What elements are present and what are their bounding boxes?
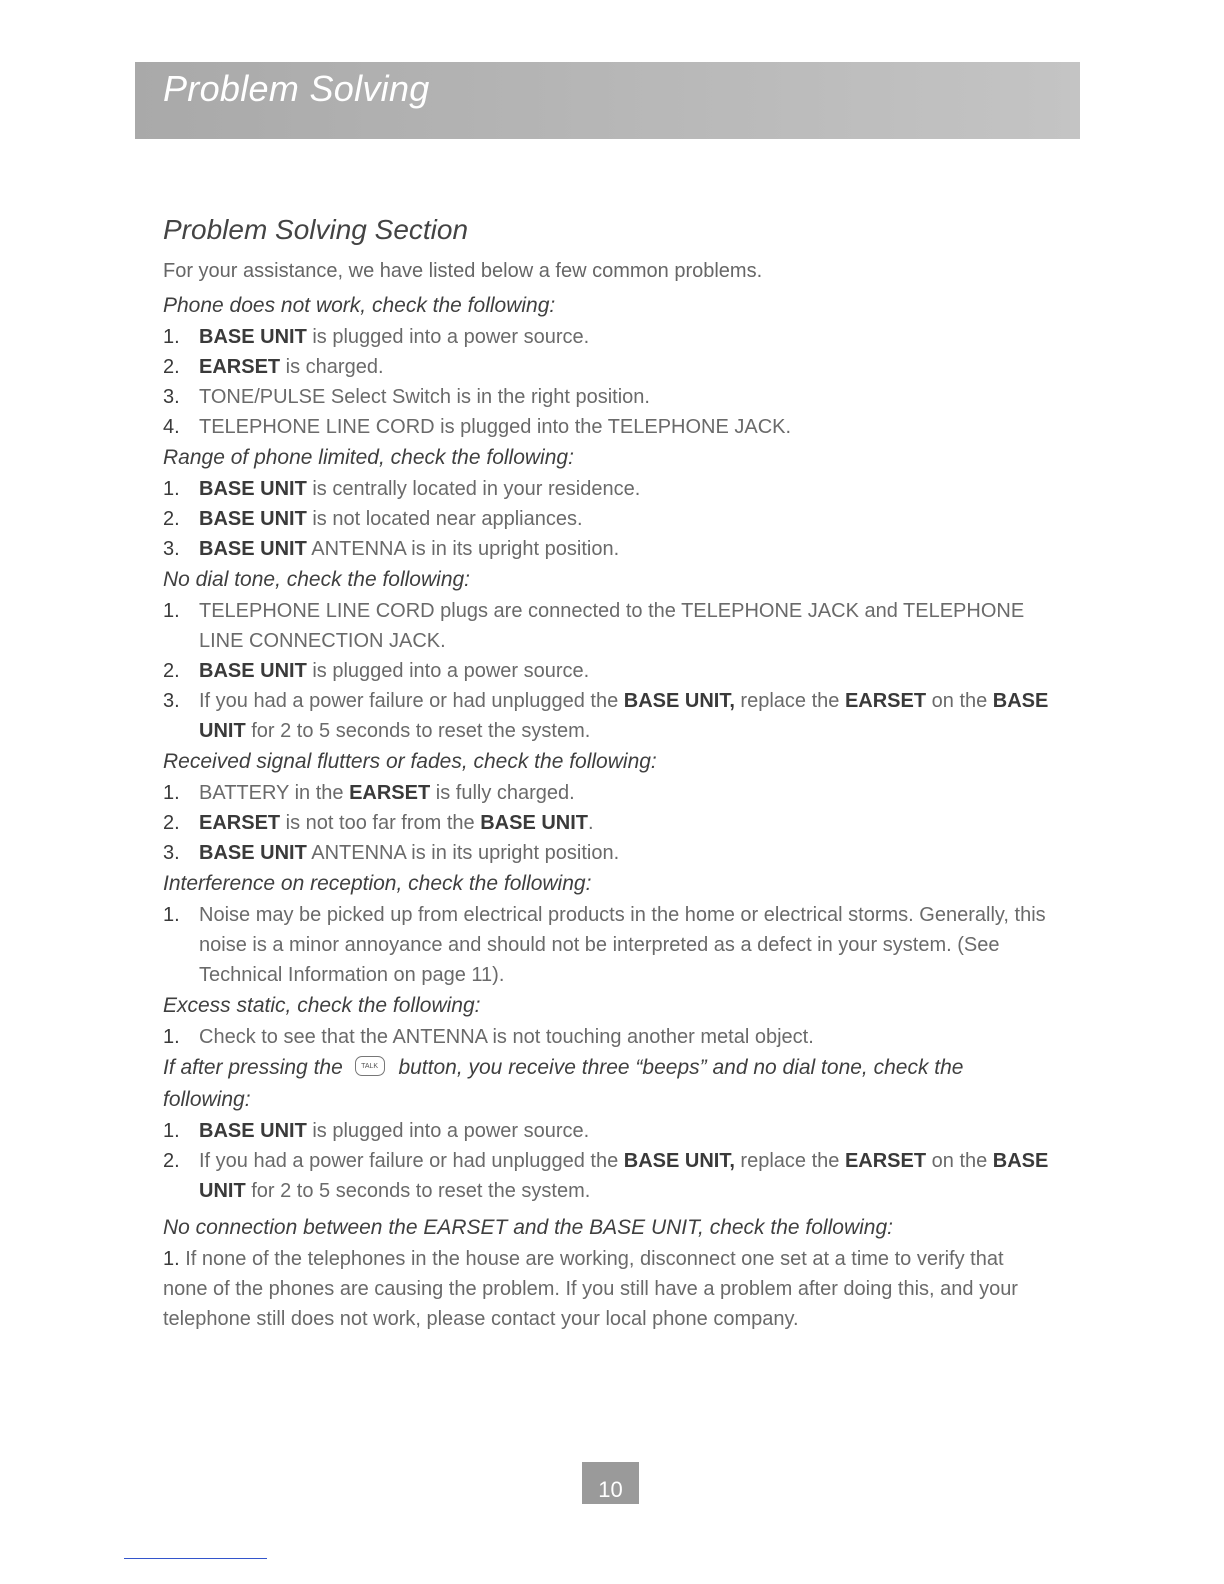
bold-term: BASE UNIT, <box>623 1150 735 1172</box>
main-content <box>163 210 1053 1334</box>
list-item <box>163 352 1053 382</box>
group-heading: Interference on reception, check the following: <box>163 872 592 895</box>
list-number: 2. <box>163 660 180 682</box>
list-text: replace the <box>734 1150 845 1172</box>
list-number: 3. <box>163 690 180 712</box>
list-text: ANTENNA is in its upright position. <box>306 842 620 864</box>
list-item <box>163 534 1053 564</box>
talk-group <box>163 1052 1053 1206</box>
section-title: Problem Solving Section <box>163 214 469 245</box>
problem-group <box>163 868 1053 990</box>
list-item <box>163 1116 1053 1146</box>
group-heading: No dial tone, check the following: <box>163 568 471 591</box>
list-text: TELEPHONE LINE CORD is plugged into the TELEPHONE JACK. <box>199 416 792 438</box>
last-group <box>163 1212 1053 1334</box>
list-item <box>163 596 1053 656</box>
list-text: is not too far from the <box>280 812 481 834</box>
list-number: 3. <box>163 842 180 864</box>
bold-term: BASE UNIT <box>199 660 307 682</box>
list-text: is plugged into a power source. <box>306 1120 590 1142</box>
group-heading: Phone does not work, check the following: <box>163 294 556 317</box>
list-text: is plugged into a power source. <box>306 660 590 682</box>
list-number: 1. <box>163 600 180 622</box>
list-number: 4. <box>163 416 180 438</box>
group-list <box>163 474 1053 564</box>
bold-term: BASE UNIT <box>199 478 307 500</box>
list-text: Check to see that the ANTENNA is not touching another metal object. <box>199 1026 814 1048</box>
list-text: for 2 to 5 seconds to reset the system. <box>245 720 591 742</box>
last-group-heading: No connection between the EARSET and the BASE UNIT, check the following: <box>163 1216 893 1239</box>
list-item <box>163 504 1053 534</box>
header-bar <box>135 62 1080 139</box>
list-number: 1. <box>163 1120 180 1142</box>
problem-group <box>163 564 1053 746</box>
list-item <box>163 1022 1053 1052</box>
list-text: is not located near appliances. <box>306 508 583 530</box>
list-text: is fully charged. <box>430 782 575 804</box>
list-text: is plugged into a power source. <box>306 326 590 348</box>
bold-term: BASE UNIT <box>199 690 1049 742</box>
page-title: Problem Solving <box>163 68 430 109</box>
list-text: BATTERY in the <box>199 782 350 804</box>
list-text: on the <box>926 690 993 712</box>
page-number: 10 <box>582 1462 639 1504</box>
list-item <box>163 808 1053 838</box>
group-heading: Excess static, check the following: <box>163 994 481 1017</box>
list-number: 2. <box>163 1150 180 1172</box>
list-text: TONE/PULSE Select Switch is in the right position. <box>199 386 650 408</box>
list-item <box>163 778 1053 808</box>
list-text: is centrally located in your residence. <box>306 478 641 500</box>
bold-term: BASE UNIT <box>199 326 307 348</box>
bold-term: EARSET <box>844 690 927 712</box>
talk-group-list <box>163 1116 1053 1206</box>
problem-group <box>163 746 1053 868</box>
bold-term: BASE UNIT <box>199 538 307 560</box>
bold-term: EARSET <box>199 356 281 378</box>
list-item <box>163 900 1053 990</box>
list-number: 2. <box>163 356 180 378</box>
list-item <box>163 412 1053 442</box>
list-text: If none of the telephones in the house are working, disconnect one set at a time to verify that none of the phones are causing the problem. If you still have a problem after doing this, and your telephone still does not work, please contact your local phone company. <box>163 1248 1018 1330</box>
group-list <box>163 322 1053 442</box>
intro-text: For your assistance, we have listed below a few common problems. <box>163 260 763 282</box>
list-text: is charged. <box>280 356 384 378</box>
list-text: Noise may be picked up from electrical products in the home or electrical storms. Generally, this noise is a minor annoyance and should not be interpreted as a defect in your system. (See Technical Information on page 11). <box>199 904 1046 986</box>
list-item <box>163 838 1053 868</box>
list-number: 1. <box>163 326 180 348</box>
list-item <box>163 322 1053 352</box>
bold-term: BASE UNIT <box>480 812 589 834</box>
list-number: 1. <box>163 478 180 500</box>
group-list <box>163 900 1053 990</box>
list-number: 3. <box>163 538 180 560</box>
footer-divider <box>124 1558 267 1559</box>
list-item <box>163 1244 1053 1334</box>
group-list <box>163 778 1053 868</box>
bold-term: BASE UNIT <box>199 508 307 530</box>
list-number: 2. <box>163 508 180 530</box>
list-number: 3. <box>163 386 180 408</box>
bold-term: BASE UNIT <box>199 1150 1049 1202</box>
problem-group <box>163 442 1053 564</box>
list-text: TELEPHONE LINE CORD plugs are connected to the TELEPHONE JACK and TELEPHONE LINE CONNECTION JACK. <box>199 600 1025 652</box>
talk-group-heading: If after pressing the TALK button, you receive three “beeps” and no dial tone, check the following: <box>163 1056 964 1111</box>
list-number: 1. <box>163 1026 180 1048</box>
list-text: replace the <box>734 690 845 712</box>
list-number: 1. <box>163 782 180 804</box>
list-item <box>163 474 1053 504</box>
list-item <box>163 656 1053 686</box>
list-item <box>163 382 1053 412</box>
list-item <box>163 686 1053 746</box>
bold-term: EARSET <box>844 1150 927 1172</box>
group-heading: Range of phone limited, check the following: <box>163 446 574 469</box>
problem-group <box>163 990 1053 1052</box>
talk-button-icon: TALK <box>355 1056 385 1076</box>
group-heading: Received signal flutters or fades, check the following: <box>163 750 657 773</box>
list-item <box>163 1146 1053 1206</box>
bold-term: EARSET <box>349 782 431 804</box>
bold-term: EARSET <box>199 812 281 834</box>
problem-groups <box>163 290 1053 1052</box>
group-list <box>163 596 1053 746</box>
list-text: . <box>588 812 594 834</box>
list-text: for 2 to 5 seconds to reset the system. <box>245 1180 591 1202</box>
list-text: If you had a power failure or had unplugged the <box>199 690 624 712</box>
bold-term: BASE UNIT <box>199 842 307 864</box>
list-text: ANTENNA is in its upright position. <box>306 538 620 560</box>
list-number: 1. <box>163 1248 180 1270</box>
bold-term: BASE UNIT, <box>623 690 735 712</box>
list-text: If you had a power failure or had unplugged the <box>199 1150 624 1172</box>
problem-group <box>163 290 1053 442</box>
list-number: 1. <box>163 904 180 926</box>
group-list <box>163 1022 1053 1052</box>
list-number: 2. <box>163 812 180 834</box>
bold-term: BASE UNIT <box>199 1120 307 1142</box>
list-text: on the <box>926 1150 993 1172</box>
